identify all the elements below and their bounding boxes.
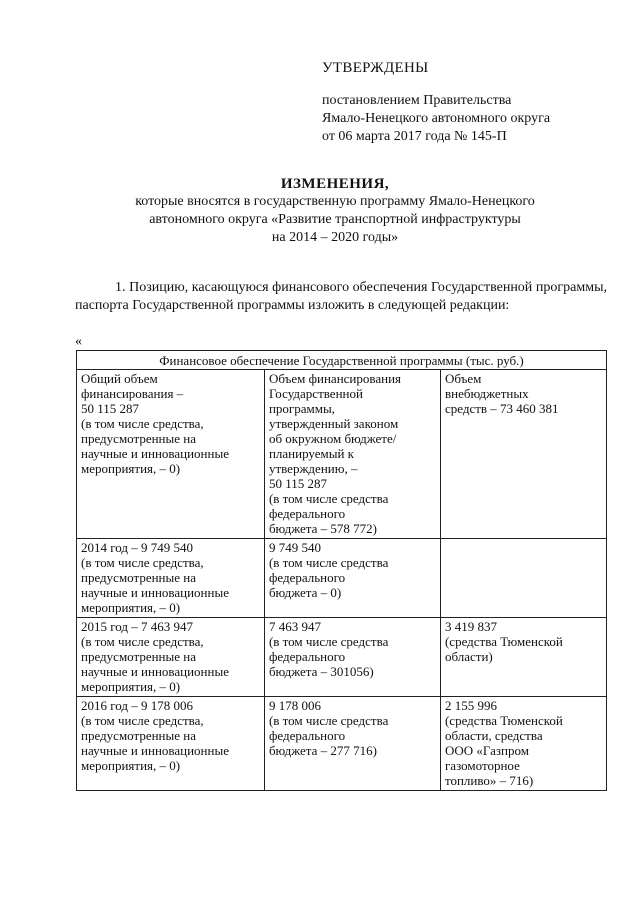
table-cell: 3 419 837 (средства Тюменской области) [440,618,606,697]
opening-quote: « [75,334,82,349]
table-cell: 2016 год – 9 178 006 (в том числе средства, предусмотренные на научные и инновационные мероприятия, – 0) [77,697,265,791]
changes-subtitle-line: которые вносятся в государственную программу Ямало-Ненецкого [135,194,535,209]
table-row [77,697,607,791]
changes-heading [0,176,640,247]
approval-decree [322,92,550,146]
changes-subtitle-line: на 2014 – 2020 годы» [271,230,399,245]
table-cell: Объем внебюджетных средств – 73 460 381 [440,370,606,539]
table-row [77,370,607,539]
table-cell: 2015 год – 7 463 947 (в том числе средства, предусмотренные на научные и инновационные мероприятия, – 0) [77,618,265,697]
table-row [77,539,607,618]
decree-line: постановлением Правительства [322,93,512,108]
table-row [77,618,607,697]
table-caption-row [77,351,607,370]
table-cell: 2 155 996 (средства Тюменской области, средства ООО «Газпром газомоторное топливо» – 716) [440,697,606,791]
changes-title: ИЗМЕНЕНИЯ, [280,176,390,192]
table-cell: 2014 год – 9 749 540 (в том числе средства, предусмотренные на научные и инновационные мероприятия, – 0) [77,539,265,618]
table-cell: 9 178 006 (в том числе средства федерального бюджета – 277 716) [264,697,440,791]
changes-subtitle-line: автономного округа «Развитие транспортной инфраструктуры [149,212,521,227]
table-cell: Объем финансирования Государственной программы, утвержденный законом об окружном бюджете/ планируемый к утверждению, – 50 115 287 (в том числе средства федерального бюджета – 578 772) [264,370,440,539]
decree-line: Ямало-Ненецкого автономного округа [322,111,551,126]
decree-line: от 06 марта 2017 года № 145-П [322,129,507,144]
approval-label: УТВЕРЖДЕНЫ [322,60,429,76]
table-cell: 9 749 540 (в том числе средства федерального бюджета – 0) [264,539,440,618]
financing-table [76,350,607,791]
table-cell [440,539,606,618]
table-cell: Общий объем финансирования – 50 115 287 (в том числе средства, предусмотренные на научные и инновационные мероприятия, – 0) [77,370,265,539]
table-caption: Финансовое обеспечение Государственной программы (тыс. руб.) [77,351,607,370]
table-cell: 7 463 947 (в том числе средства федерального бюджета – 301056) [264,618,440,697]
amendment-paragraph: 1. Позицию, касающуюся финансового обеспечения Государственной программы, паспорта Государственной программы изложить в следующей редакции: [75,280,607,313]
